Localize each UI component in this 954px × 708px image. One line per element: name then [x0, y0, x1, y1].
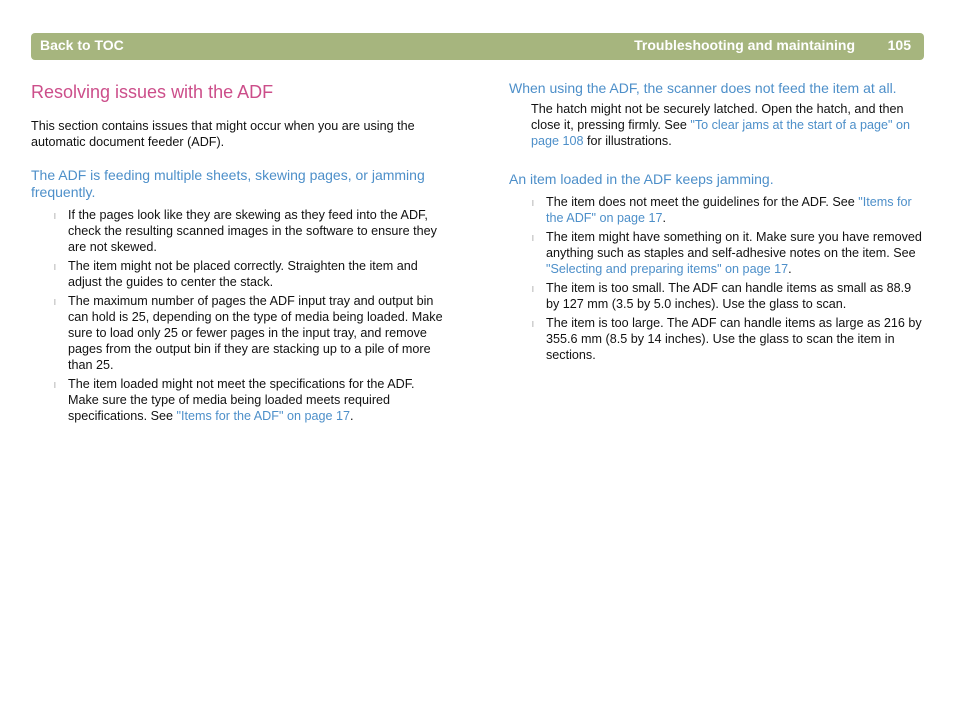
items-for-adf-link[interactable]: "Items for the ADF" on page 17	[546, 195, 912, 225]
list-item-end: .	[662, 211, 666, 225]
list-item-text: If the pages look like they are skewing as they feed into the ADF, check the resulting scanned images in the software to ensure they are not skewed.	[68, 208, 437, 254]
list-item-text: The item is too small. The ADF can handle items as small as 88.9 by 127 mm (3.5 by 5.0 inches). Use the glass to scan.	[546, 281, 912, 311]
hatch-paragraph-end: for illustrations.	[583, 134, 672, 148]
items-for-adf-link[interactable]: "Items for the ADF" on page 17	[176, 409, 350, 423]
list-item-text: The item is too large. The ADF can handle items as large as 216 by 355.6 mm (8.5 by 14 inches). Use the glass to scan the item in sections.	[546, 316, 922, 362]
subhead-keeps-jamming: An item loaded in the ADF keeps jamming.	[509, 171, 774, 187]
list-item	[31, 293, 446, 373]
bullet-icon: l	[532, 285, 534, 294]
header-bar	[31, 33, 924, 60]
left-bullet-list	[31, 207, 446, 424]
right-bullet-list	[509, 194, 924, 363]
page-number: 105	[887, 37, 911, 53]
bullet-icon: l	[54, 263, 56, 272]
list-item	[509, 194, 924, 226]
list-item-text: The item might have something on it. Make sure you have removed anything such as staples and self-adhesive notes on the item. See	[546, 230, 922, 260]
list-item-text: The item might not be placed correctly. Straighten the item and adjust the guides to center the stack.	[68, 259, 418, 289]
clear-jams-link[interactable]: "To clear jams at the start of a page" on page 108	[531, 118, 910, 148]
list-item-text: The maximum number of pages the ADF input tray and output bin can hold is 25, depending on the type of media being loaded. Make sure to load only 25 or fewer pages in the input tray, and remove pages from the output bin if they are stacking up to a pile of more than 25.	[68, 294, 443, 372]
bullet-icon: l	[532, 320, 534, 329]
list-item	[31, 376, 446, 424]
list-item-text: The item loaded might not meet the specifications for the ADF. Make sure the type of media being loaded meets required specifications. See	[68, 377, 415, 423]
section-title: Resolving issues with the ADF	[31, 82, 274, 102]
list-item-end: .	[788, 262, 792, 276]
bullet-icon: l	[54, 298, 56, 307]
chapter-title: Troubleshooting and maintaining	[634, 37, 855, 53]
list-item-end: .	[349, 409, 354, 423]
bullet-icon: l	[54, 212, 56, 221]
subhead-does-not-feed: When using the ADF, the scanner does not feed the item at all.	[509, 80, 897, 96]
right-column	[509, 80, 924, 366]
bullet-icon: l	[532, 199, 534, 208]
bullet-icon: l	[54, 381, 56, 390]
list-item	[31, 207, 446, 255]
list-item	[509, 280, 924, 312]
hatch-paragraph-text: The hatch might not be securely latched. Open the hatch, and then close it, pressing firmly. See	[531, 102, 904, 132]
bullet-icon: l	[532, 234, 534, 243]
list-item	[509, 229, 924, 277]
intro-paragraph: This section contains issues that might occur when you are using the automatic document feeder (ADF).	[31, 119, 415, 149]
left-column	[31, 80, 446, 427]
back-to-toc-link[interactable]: Back to TOC	[40, 37, 124, 53]
selecting-preparing-items-link[interactable]: "Selecting and preparing items" on page 17	[546, 262, 789, 276]
list-item	[509, 315, 924, 363]
subhead-multiple-sheets: The ADF is feeding multiple sheets, skewing pages, or jamming frequently.	[31, 167, 425, 200]
list-item-text: The item does not meet the guidelines for the ADF. See	[546, 195, 859, 209]
list-item	[31, 258, 446, 290]
hatch-paragraph	[509, 101, 924, 149]
